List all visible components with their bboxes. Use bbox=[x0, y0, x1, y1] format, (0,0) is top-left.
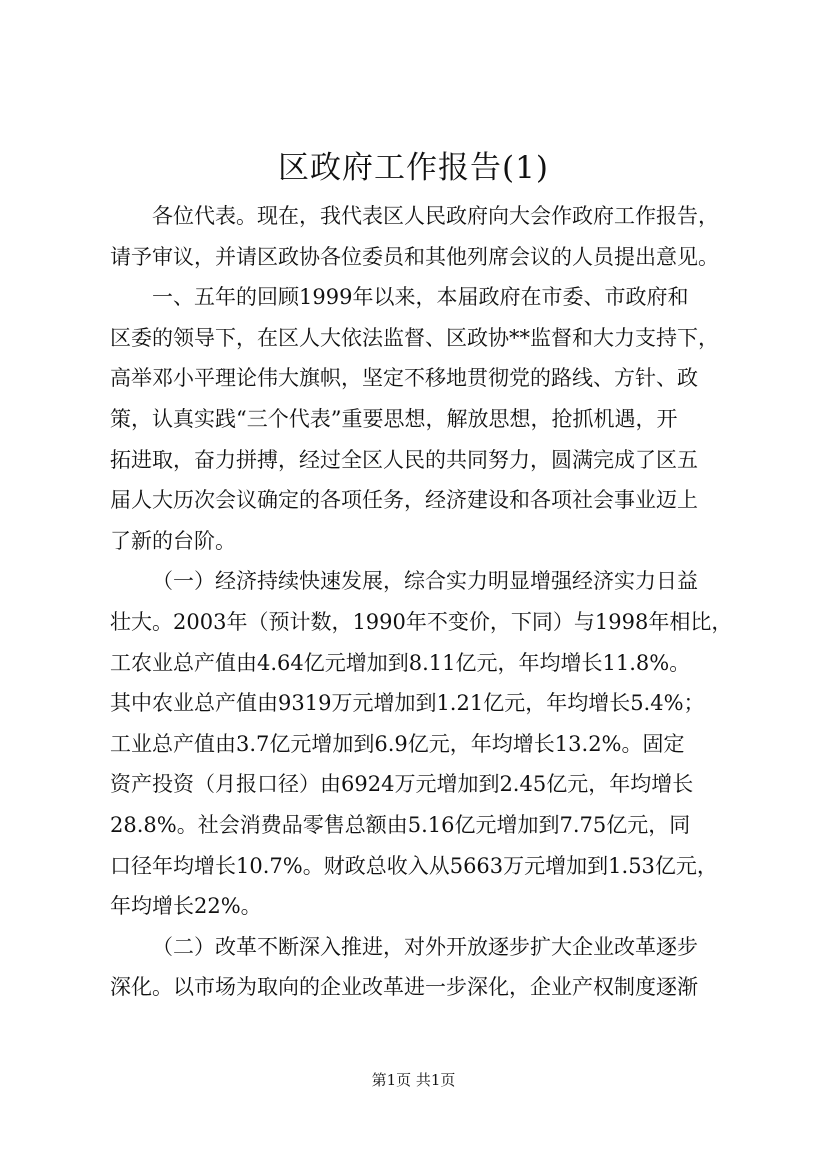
text-line: 区委的领导下，在区人大依法监督、区政协**监督和大力支持下， bbox=[110, 325, 719, 350]
text-line: 请予审议，并请区政协各位委员和其他列席会议的人员提出意见。 bbox=[110, 244, 719, 269]
text-line: 工业总产值由3.7亿元增加到6.9亿元，年均增长13.2%。固定 bbox=[110, 731, 685, 756]
text-line: 了新的台阶。 bbox=[110, 528, 236, 553]
text-line: 年均增长22%。 bbox=[110, 894, 262, 919]
page-footer: 第1页 共1页 bbox=[371, 1071, 456, 1089]
document-body bbox=[110, 196, 740, 1008]
text-line: 各位代表。现在，我代表区人民政府向大会作政府工作报告， bbox=[152, 204, 719, 228]
text-line: 28.8%。社会消费品零售总额由5.16亿元增加到7.75亿元，同 bbox=[110, 812, 691, 837]
text-line: 工农业总产值由4.64亿元增加到8.11亿元，年均增长11.8%。 bbox=[110, 650, 691, 675]
text-line: 高举邓小平理论伟大旗帜，坚定不移地贯彻党的路线、方针、政 bbox=[110, 366, 698, 391]
text-line: 届人大历次会议确定的各项任务，经济建设和各项社会事业迈上 bbox=[110, 488, 698, 513]
text-line: （一）经济持续快速发展，综合实力明显增强经济实力日益 bbox=[152, 569, 698, 594]
text-line: 壮大。2003年（预计数，1990年不变价，下同）与1998年相比， bbox=[110, 609, 733, 634]
text-line: 深化。以市场为取向的企业改革进一步深化，企业产权制度逐渐 bbox=[110, 975, 698, 1000]
text-line: 一、五年的回顾1999年以来，本届政府在市委、市政府和 bbox=[152, 285, 689, 310]
text-line: 口径年均增长10.7%。财政总收入从5663万元增加到1.53亿元， bbox=[110, 853, 718, 878]
text-line: 策，认真实践“三个代表”重要思想，解放思想，抢抓机遇，开 bbox=[110, 406, 678, 431]
text-line: 拓进取，奋力拼搏，经过全区人民的共同努力，圆满完成了区五 bbox=[110, 447, 698, 472]
text-line: 其中农业总产值由9319万元增加到1.21亿元，年均增长5.4%； bbox=[110, 691, 705, 716]
text-line: （二）改革不断深入推进，对外开放逐步扩大企业改革逐步 bbox=[152, 934, 698, 959]
document-title: 区政府工作报告(1) bbox=[278, 150, 549, 186]
text-line: 资产投资（月报口径）由6924万元增加到2.45亿元，年均增长 bbox=[110, 772, 694, 797]
